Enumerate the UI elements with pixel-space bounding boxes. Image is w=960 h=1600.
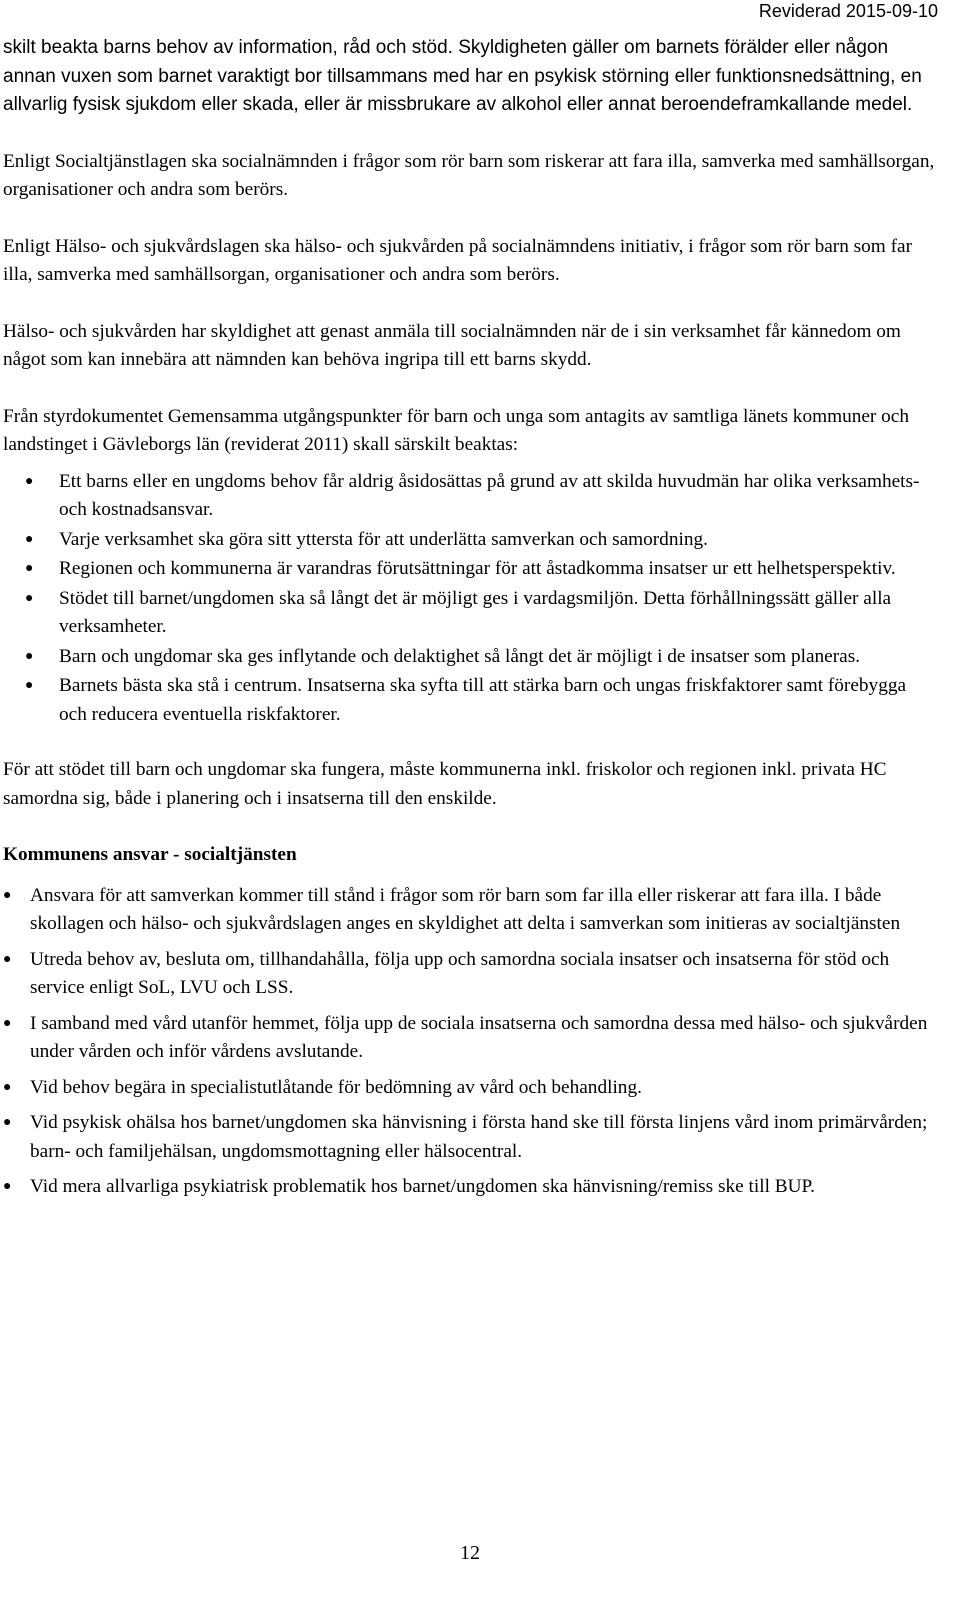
principles-list <box>3 468 938 730</box>
list-item: ● Varje verksamhet ska göra sitt yttersta för att underlätta samverkan och samordning. <box>3 526 938 555</box>
responsibility-list <box>3 882 938 1202</box>
list-item: ● Vid mera allvarliga psykiatrisk problematik hos barnet/ungdomen ska hänvisning/remiss ske till BUP. <box>3 1173 938 1202</box>
list-item: ● Ett barns eller en ungdoms behov får aldrig åsidosättas på grund av att skilda huvudmän har olika verksamhets- och kostnadsansvar. <box>3 468 938 525</box>
paragraph-3: Enligt Hälso- och sjukvårdslagen ska hälso- och sjukvården på socialnämndens initiativ, i frågor som rör barn som far illa, samverka med samhällsorgan, organisationer och andra som berörs. <box>3 235 913 285</box>
revision-date: Reviderad 2015-09-10 <box>758 1 938 21</box>
section-heading: Kommunens ansvar - socialtjänsten <box>3 844 297 865</box>
list-item: ● Utreda behov av, besluta om, tillhandahålla, följa upp och samordna sociala insatser och insatserna för stöd och service enligt SoL, LVU och LSS. <box>3 946 938 1003</box>
list-item: ● I samband med vård utanför hemmet, följa upp de sociala insatserna och samordna dessa med hälso- och sjukvården under vården och inför vårdens avslutande. <box>3 1010 938 1067</box>
list-item: ● Vid psykisk ohälsa hos barnet/ungdomen ska hänvisning i första hand ske till första linjens vård inom primärvården; barn- och familjehälsan, ungdomsmottagning eller hälsocentral. <box>3 1109 938 1166</box>
list-item: ● Ansvara för att samverkan kommer till stånd i frågor som rör barn som far illa eller riskerar att fara illa. I både skollagen och hälso- och sjukvårdslagen anges en skyldighet att delta i samverkan som initieras av socialtjänsten <box>3 882 938 939</box>
page-number: 12 <box>460 1542 480 1564</box>
document-body <box>3 34 938 1209</box>
list-item: ● Vid behov begära in specialistutlåtande för bedömning av vård och behandling. <box>3 1074 938 1103</box>
list-item: ● Barn och ungdomar ska ges inflytande och delaktighet så långt det är möjligt i de insatser som planeras. <box>3 643 938 672</box>
list-item: ● Stödet till barnet/ungdomen ska så långt det är möjligt ges i vardagsmiljön. Detta förhållningssätt gäller alla verksamheter. <box>3 585 938 642</box>
list-item: ● Regionen och kommunerna är varandras förutsättningar för att åstadkomma insatser ur ett helhetsperspektiv. <box>3 555 938 584</box>
paragraph-2: Enligt Socialtjänstlagen ska socialnämnden i frågor som rör barn som riskerar att fara illa, samverka med samhällsorgan, organisationer och andra som berörs. <box>3 150 935 200</box>
paragraph-5: Från styrdokumentet Gemensamma utgångspunkter för barn och unga som antagits av samtliga länets kommuner och landstinget i Gävleborgs län (reviderat 2011) skall särskilt beaktas: <box>3 405 910 455</box>
paragraph-4: Hälso- och sjukvården har skyldighet att genast anmäla till socialnämnden när de i sin verksamhet får kännedom om något som kan innebära att nämnden kan behöva ingripa till ett barns skydd. <box>3 320 901 370</box>
paragraph-6: För att stödet till barn och ungdomar ska fungera, måste kommunerna inkl. friskolor och regionen inkl. privata HC samordna sig, både i planering och i insatserna till den enskilde. <box>3 759 887 809</box>
list-item: ● Barnets bästa ska stå i centrum. Insatserna ska syfta till att stärka barn och ungas friskfaktorer samt förebygga och reducera eventuella riskfaktorer. <box>3 672 938 729</box>
paragraph-1: skilt beakta barns behov av information, råd och stöd. Skyldigheten gäller om barnets förälder eller någon annan vuxen som barnet varaktigt bor tillsammans med har en psykisk störning eller funktionsnedsättning, en allvarlig fysisk sjukdom eller skada, eller är missbrukare av alkohol eller annat beroendeframkallande medel. <box>3 37 922 115</box>
